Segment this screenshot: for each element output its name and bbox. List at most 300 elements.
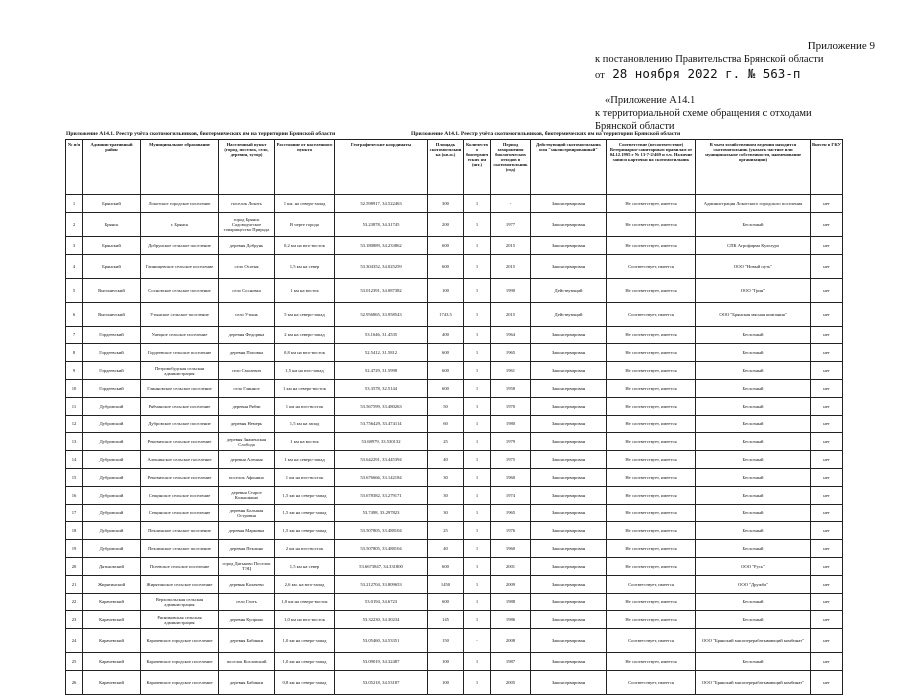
- owner-cell: ООО "Русь": [696, 557, 811, 575]
- status-cell: Законсервирован: [531, 433, 607, 451]
- municipality-cell: Верхопольская сельская администрация: [141, 593, 219, 611]
- district-cell: Выгоничский: [83, 302, 141, 326]
- municipality-cell: Рябчинское сельское поселение: [141, 397, 219, 415]
- table-caption-right: Приложение А14.1. Реестр учёта скотомогильников, биотермических ям на территории Брянской области: [411, 131, 681, 137]
- settlement-cell: поселок Афонино: [219, 468, 275, 486]
- pits-cell: 1: [464, 540, 491, 558]
- pits-cell: 1: [464, 593, 491, 611]
- pits-cell: 1: [464, 504, 491, 522]
- status-cell: Законсервирован: [531, 362, 607, 380]
- owner-cell: Бесхозный: [696, 593, 811, 611]
- area-cell: 600: [428, 593, 464, 611]
- settlement-cell: поселок Козловский: [219, 653, 275, 671]
- owner-cell: Бесхозный: [696, 486, 811, 504]
- pits-cell: 1: [464, 379, 491, 397]
- row-number: 1: [66, 195, 83, 213]
- coords-cell: 53.180889, 34.233862: [335, 236, 428, 254]
- table-row: [66, 362, 843, 380]
- area-cell: 25: [428, 522, 464, 540]
- area-cell: 200: [428, 212, 464, 236]
- settlement-cell: деревня Знаменская Слобода: [219, 433, 275, 451]
- row-number: 20: [66, 557, 83, 575]
- distance-cell: 1,5 км на северо-запад: [275, 504, 335, 522]
- distance-cell: 1 км на юго-восток: [275, 468, 335, 486]
- coords-cell: 53.1646, 31.4535: [335, 326, 428, 344]
- pits-cell: 1: [464, 415, 491, 433]
- table-row: [66, 278, 843, 302]
- coords-cell: 53.32230, 34.30234: [335, 611, 428, 629]
- period-cell: 1980: [491, 415, 531, 433]
- municipality-cell: Глинновское сельское поселение: [141, 379, 219, 397]
- owner-cell: Бесхозный: [696, 326, 811, 344]
- distance-cell: 1,5 км на северо-запад: [275, 522, 335, 540]
- status-cell: Законсервирован: [531, 236, 607, 254]
- district-cell: Карачевский: [83, 629, 141, 653]
- status-cell: Законсервирован: [531, 557, 607, 575]
- district-cell: Дубровский: [83, 540, 141, 558]
- date-value: 28 ноября 2022 г. № 563-п: [612, 66, 801, 81]
- status-cell: Законсервирован: [531, 344, 607, 362]
- compliance-cell: Не соответствует, имеется: [607, 653, 696, 671]
- gku-cell: нет: [811, 326, 843, 344]
- gku-cell: нет: [811, 653, 843, 671]
- table-row: [66, 415, 843, 433]
- table-row: [66, 433, 843, 451]
- coords-cell: 53.212704, 33.809653: [335, 575, 428, 593]
- period-cell: 2015: [491, 254, 531, 278]
- column-header: Географические координаты: [335, 140, 428, 195]
- area-cell: 1450: [428, 575, 464, 593]
- period-cell: 2005: [491, 670, 531, 694]
- gku-cell: нет: [811, 415, 843, 433]
- period-cell: 1974: [491, 486, 531, 504]
- gku-cell: нет: [811, 212, 843, 236]
- district-cell: Дубровский: [83, 433, 141, 451]
- district-cell: Гордеевский: [83, 362, 141, 380]
- district-cell: Дубровский: [83, 522, 141, 540]
- status-cell: Законсервирован: [531, 415, 607, 433]
- status-cell: Действующий: [531, 302, 607, 326]
- district-cell: Карачевский: [83, 653, 141, 671]
- municipality-cell: Пеклинское сельское поселение: [141, 522, 219, 540]
- date-prefix: от: [595, 70, 605, 81]
- table-row: [66, 397, 843, 415]
- decree-line: к постановлению Правительства Брянской области: [595, 54, 824, 65]
- status-cell: Законсервирован: [531, 326, 607, 344]
- compliance-cell: Не соответствует, имеется: [607, 278, 696, 302]
- settlement-cell: деревня Немерь: [219, 415, 275, 433]
- distance-cell: 1 км на восток: [275, 278, 335, 302]
- distance-cell: 1 км на северо-восток: [275, 379, 335, 397]
- table-row: [66, 504, 843, 522]
- status-cell: Законсервирован: [531, 575, 607, 593]
- column-header: В чьем хозяйственном ведении находится скотомогильник (указать частное или муниципальное собственности, наименование организации): [696, 140, 811, 195]
- table-row: [66, 557, 843, 575]
- compliance-cell: Не соответствует, имеется: [607, 362, 696, 380]
- district-cell: Брянск: [83, 212, 141, 236]
- status-cell: Законсервирован: [531, 486, 607, 504]
- municipality-cell: Глинищевское сельское поселение: [141, 254, 219, 278]
- compliance-cell: Не соответствует, имеется: [607, 397, 696, 415]
- status-cell: Законсервирован: [531, 451, 607, 469]
- table-row: [66, 540, 843, 558]
- compliance-cell: Не соответствует, имеется: [607, 593, 696, 611]
- pits-cell: 1: [464, 522, 491, 540]
- gku-cell: нет: [811, 362, 843, 380]
- row-number: 4: [66, 254, 83, 278]
- compliance-cell: Не соответствует, имеется: [607, 522, 696, 540]
- district-cell: Гордеевский: [83, 344, 141, 362]
- pits-cell: 1: [464, 397, 491, 415]
- table-row: [66, 522, 843, 540]
- district-cell: Дубровский: [83, 486, 141, 504]
- district-cell: Карачевский: [83, 611, 141, 629]
- area-cell: 30: [428, 468, 464, 486]
- district-cell: Дубровский: [83, 451, 141, 469]
- gku-cell: нет: [811, 593, 843, 611]
- area-cell: 25: [428, 433, 464, 451]
- gku-cell: нет: [811, 522, 843, 540]
- owner-cell: Бесхозный: [696, 522, 811, 540]
- period-cell: 1988: [491, 593, 531, 611]
- settlement-cell: деревня Поповка: [219, 344, 275, 362]
- municipality-cell: Карачевское городское поселение: [141, 629, 219, 653]
- table-row: [66, 344, 843, 362]
- distance-cell: 1,0 км на северо-восток: [275, 593, 335, 611]
- gku-cell: нет: [811, 278, 843, 302]
- column-header: Расстояние от населенного пункта: [275, 140, 335, 195]
- pits-cell: 1: [464, 236, 491, 254]
- area-cell: 40: [428, 540, 464, 558]
- row-number: 12: [66, 415, 83, 433]
- coords-cell: 53.756429, 33.474114: [335, 415, 428, 433]
- area-cell: 600: [428, 344, 464, 362]
- appendix2-line2: Брянской области: [595, 121, 675, 132]
- owner-cell: Бесхозный: [696, 433, 811, 451]
- area-cell: 600: [428, 362, 464, 380]
- gku-cell: нет: [811, 468, 843, 486]
- row-number: 2: [66, 212, 83, 236]
- row-number: 14: [66, 451, 83, 469]
- area-cell: 600: [428, 557, 464, 575]
- row-number: 7: [66, 326, 83, 344]
- owner-cell: ООО "Брянская мясная компания": [696, 302, 811, 326]
- gku-cell: нет: [811, 451, 843, 469]
- coords-cell: 53.23878, 34.31745: [335, 212, 428, 236]
- coords-cell: 53.6673847, 34.331800: [335, 557, 428, 575]
- distance-cell: 2 км на северо-запад: [275, 326, 335, 344]
- distance-cell: 0,8 км на юго-восток: [275, 344, 335, 362]
- distance-cell: 1,0 км на северо-запад: [275, 629, 335, 653]
- owner-cell: Бесхозный: [696, 362, 811, 380]
- district-cell: Дубровский: [83, 415, 141, 433]
- coords-cell: 53.567599, 33.480263: [335, 397, 428, 415]
- coords-cell: 53.7498, 33.297823: [335, 504, 428, 522]
- table-row: [66, 195, 843, 213]
- municipality-cell: Псеевское сельское поселение: [141, 557, 219, 575]
- district-cell: Дубровский: [83, 468, 141, 486]
- municipality-cell: Рековичское сельское поселение: [141, 433, 219, 451]
- compliance-cell: Не соответствует, имеется: [607, 212, 696, 236]
- row-number: 10: [66, 379, 83, 397]
- gku-cell: нет: [811, 433, 843, 451]
- column-header: Внесен в ГКУ: [811, 140, 843, 195]
- gku-cell: нет: [811, 486, 843, 504]
- table-row: [66, 575, 843, 593]
- period-cell: 2015: [491, 236, 531, 254]
- row-number: 17: [66, 504, 83, 522]
- period-cell: 2008: [491, 629, 531, 653]
- compliance-cell: Не соответствует, имеется: [607, 486, 696, 504]
- distance-cell: 1 км на восток: [275, 433, 335, 451]
- pits-cell: 1: [464, 362, 491, 380]
- period-cell: 1960: [491, 468, 531, 486]
- table-row: [66, 486, 843, 504]
- settlement-cell: деревня Старое Колышкино: [219, 486, 275, 504]
- column-header: Соответствие (несоответствие) Ветеринарно-санитарным правилам от 04.12.1995 г № 13-7-2/469 и т.ч. Наличие записи карточки на скотомогильник: [607, 140, 696, 195]
- distance-cell: 2 км на юго-восток: [275, 540, 335, 558]
- area-cell: 600: [428, 254, 464, 278]
- status-cell: Законсервирован: [531, 504, 607, 522]
- settlement-cell: деревня Большая Островня: [219, 504, 275, 522]
- owner-cell: Администрация Локотского городского поселения: [696, 195, 811, 213]
- status-cell: Законсервирован: [531, 468, 607, 486]
- distance-cell: 0,8 км на северо-запад: [275, 670, 335, 694]
- pits-cell: 1: [464, 670, 491, 694]
- row-number: 26: [66, 670, 83, 694]
- distance-cell: 1 км. на северо-запад: [275, 195, 335, 213]
- period-cell: 1958: [491, 379, 531, 397]
- area-cell: 145: [428, 611, 464, 629]
- row-number: 9: [66, 362, 83, 380]
- table-row: [66, 629, 843, 653]
- settlement-cell: село Утынь: [219, 302, 275, 326]
- municipality-cell: Добрунское сельское поселение: [141, 236, 219, 254]
- coords-cell: 53.304352, 34.025259: [335, 254, 428, 278]
- pits-cell: -: [464, 629, 491, 653]
- status-cell: Законсервирован: [531, 611, 607, 629]
- distance-cell: 1,5 км на запад: [275, 415, 335, 433]
- owner-cell: Бесхозный: [696, 540, 811, 558]
- distance-cell: 1 км на северо-запад: [275, 451, 335, 469]
- gku-cell: нет: [811, 254, 843, 278]
- period-cell: 1970: [491, 397, 531, 415]
- coords-cell: 52.5412, 31.5812: [335, 344, 428, 362]
- gku-cell: нет: [811, 302, 843, 326]
- row-number: 6: [66, 302, 83, 326]
- row-number: 11: [66, 397, 83, 415]
- district-cell: Гордеевский: [83, 379, 141, 397]
- compliance-cell: Не соответствует, имеется: [607, 451, 696, 469]
- district-cell: Жирятинский: [83, 575, 141, 593]
- row-number: 25: [66, 653, 83, 671]
- district-cell: Карачевский: [83, 670, 141, 694]
- pits-cell: 1: [464, 278, 491, 302]
- owner-cell: Бесхозный: [696, 344, 811, 362]
- settlement-cell: село Осотня: [219, 254, 275, 278]
- owner-cell: ООО "Грин": [696, 278, 811, 302]
- area-cell: 100: [428, 278, 464, 302]
- coords-cell: 53.05218, 34.53187: [335, 670, 428, 694]
- settlement-cell: город Брянск Садоводческое товарищество Природа: [219, 212, 275, 236]
- municipality-cell: г. Брянск: [141, 212, 219, 236]
- status-cell: Законсервирован: [531, 540, 607, 558]
- coords-cell: 53.68979, 33.530132: [335, 433, 428, 451]
- period-cell: 1976: [491, 522, 531, 540]
- compliance-cell: Не соответствует, имеется: [607, 468, 696, 486]
- row-number: 15: [66, 468, 83, 486]
- coords-cell: 53.642291, 33.445394: [335, 451, 428, 469]
- period-cell: 1965: [491, 344, 531, 362]
- owner-cell: Бесхозный: [696, 397, 811, 415]
- row-number: 22: [66, 593, 83, 611]
- coords-cell: 53.507805, 33.488104: [335, 522, 428, 540]
- table-row: [66, 653, 843, 671]
- compliance-cell: Соответствует, имеется: [607, 254, 696, 278]
- municipality-cell: Рековичское сельское поселение: [141, 468, 219, 486]
- appendix-title: Приложение 9: [807, 40, 875, 52]
- gku-cell: нет: [811, 344, 843, 362]
- table-row: [66, 326, 843, 344]
- status-cell: Законсервирован: [531, 379, 607, 397]
- distance-cell: 5 км на северо-запад: [275, 302, 335, 326]
- table-row: [66, 212, 843, 236]
- period-cell: 1965: [491, 504, 531, 522]
- owner-cell: ООО "Брянский мясоперерабатывающий комбинат": [696, 670, 811, 694]
- compliance-cell: Не соответствует, имеется: [607, 236, 696, 254]
- district-cell: Брянский: [83, 254, 141, 278]
- coords-cell: 52.4729, 31.5998: [335, 362, 428, 380]
- area-cell: 300: [428, 195, 464, 213]
- settlement-cell: деревня Бабинки: [219, 670, 275, 694]
- status-cell: Законсервирован: [531, 593, 607, 611]
- coords-cell: 53.678382, 33.279171: [335, 486, 428, 504]
- pits-cell: 1: [464, 653, 491, 671]
- coords-cell: 52.598917, 34.522463: [335, 195, 428, 213]
- pits-cell: 1: [464, 557, 491, 575]
- settlement-cell: деревня Куприно: [219, 611, 275, 629]
- settlement-cell: город Дятьково Поселок ТЭЦ: [219, 557, 275, 575]
- gku-cell: нет: [811, 397, 843, 415]
- area-cell: 100: [428, 670, 464, 694]
- owner-cell: Бесхозный: [696, 379, 811, 397]
- period-cell: 1964: [491, 326, 531, 344]
- settlement-cell: село Глинное: [219, 379, 275, 397]
- status-cell: Законсервирован: [531, 212, 607, 236]
- pits-cell: 1: [464, 254, 491, 278]
- municipality-cell: Жирятинское сельское поселение: [141, 575, 219, 593]
- settlement-cell: деревня Добрунь: [219, 236, 275, 254]
- period-cell: 1987: [491, 653, 531, 671]
- area-cell: 1743.5: [428, 302, 464, 326]
- district-cell: Карачевский: [83, 593, 141, 611]
- table-body: [66, 195, 843, 695]
- column-header: Период захоронения биологических отходов в скотомогильник (год): [491, 140, 531, 195]
- distance-cell: В черте города: [275, 212, 335, 236]
- district-cell: Дубровский: [83, 397, 141, 415]
- area-cell: 600: [428, 236, 464, 254]
- district-cell: Гордеевский: [83, 326, 141, 344]
- row-number: 13: [66, 433, 83, 451]
- gku-cell: нет: [811, 557, 843, 575]
- pits-cell: 1: [464, 326, 491, 344]
- compliance-cell: Не соответствует, имеется: [607, 379, 696, 397]
- row-number: 16: [66, 486, 83, 504]
- municipality-cell: Пеклинское сельское поселение: [141, 540, 219, 558]
- area-cell: 150: [428, 629, 464, 653]
- distance-cell: 1,0 км на юго-восток: [275, 611, 335, 629]
- owner-cell: ООО "Новый путь": [696, 254, 811, 278]
- registry-table: [65, 139, 843, 695]
- settlement-cell: деревня Алешня: [219, 451, 275, 469]
- settlement-cell: поселок Локоть: [219, 195, 275, 213]
- settlement-cell: село Смолевич: [219, 362, 275, 380]
- pits-cell: 1: [464, 302, 491, 326]
- table-row: [66, 302, 843, 326]
- municipality-cell: Петровобудская сельская администрация: [141, 362, 219, 380]
- gku-cell: нет: [811, 236, 843, 254]
- owner-cell: Бесхозный: [696, 212, 811, 236]
- gku-cell: нет: [811, 379, 843, 397]
- pits-cell: 1: [464, 451, 491, 469]
- distance-cell: 1,0 км на северо-запад: [275, 653, 335, 671]
- district-cell: Дятьковский: [83, 557, 141, 575]
- owner-cell: Бесхозный: [696, 504, 811, 522]
- period-cell: 1979: [491, 433, 531, 451]
- period-cell: -: [491, 195, 531, 213]
- owner-cell: ООО "Брянский мясоперерабатывающий комбинат": [696, 629, 811, 653]
- district-cell: Брянский: [83, 195, 141, 213]
- status-cell: Законсервирован: [531, 670, 607, 694]
- settlement-cell: деревня Федорвка: [219, 326, 275, 344]
- municipality-cell: Карачевское городское поселение: [141, 653, 219, 671]
- compliance-cell: Соответствует, имеется: [607, 575, 696, 593]
- gku-cell: нет: [811, 540, 843, 558]
- compliance-cell: Не соответствует, имеется: [607, 611, 696, 629]
- municipality-cell: Сещинское сельское поселение: [141, 504, 219, 522]
- pits-cell: 1: [464, 212, 491, 236]
- owner-cell: СПК Агрофирма Культура: [696, 236, 811, 254]
- table-row: [66, 468, 843, 486]
- coords-cell: 53.507805, 33.488104: [335, 540, 428, 558]
- compliance-cell: Не соответствует, имеется: [607, 504, 696, 522]
- period-cell: 1975: [491, 451, 531, 469]
- row-number: 18: [66, 522, 83, 540]
- owner-cell: Бесхозный: [696, 451, 811, 469]
- distance-cell: 1,5 км на север: [275, 557, 335, 575]
- table-row: [66, 611, 843, 629]
- municipality-cell: Гордеевское сельское поселение: [141, 344, 219, 362]
- status-cell: Законсервирован: [531, 629, 607, 653]
- municipality-cell: Алешинское сельское поселение: [141, 451, 219, 469]
- owner-cell: ООО "Дружба": [696, 575, 811, 593]
- district-cell: Выгоничский: [83, 278, 141, 302]
- table-caption-left: Приложение А14.1. Реестр учёта скотомогильников, биотермических ям на территории Брянской области: [66, 131, 336, 137]
- owner-cell: Бесхозный: [696, 415, 811, 433]
- owner-cell: Бесхозный: [696, 653, 811, 671]
- municipality-cell: Локотское городское поселение: [141, 195, 219, 213]
- status-cell: Действующий: [531, 278, 607, 302]
- table-header-row: [66, 140, 843, 195]
- compliance-cell: Соответствует, имеется: [607, 302, 696, 326]
- row-number: 3: [66, 236, 83, 254]
- column-header: Количество биотермических ям (шт.): [464, 140, 491, 195]
- area-cell: 30: [428, 504, 464, 522]
- settlement-cell: деревня Калачево: [219, 575, 275, 593]
- table-row: [66, 379, 843, 397]
- municipality-cell: Рясниковская сельская администрация: [141, 611, 219, 629]
- table-row: [66, 451, 843, 469]
